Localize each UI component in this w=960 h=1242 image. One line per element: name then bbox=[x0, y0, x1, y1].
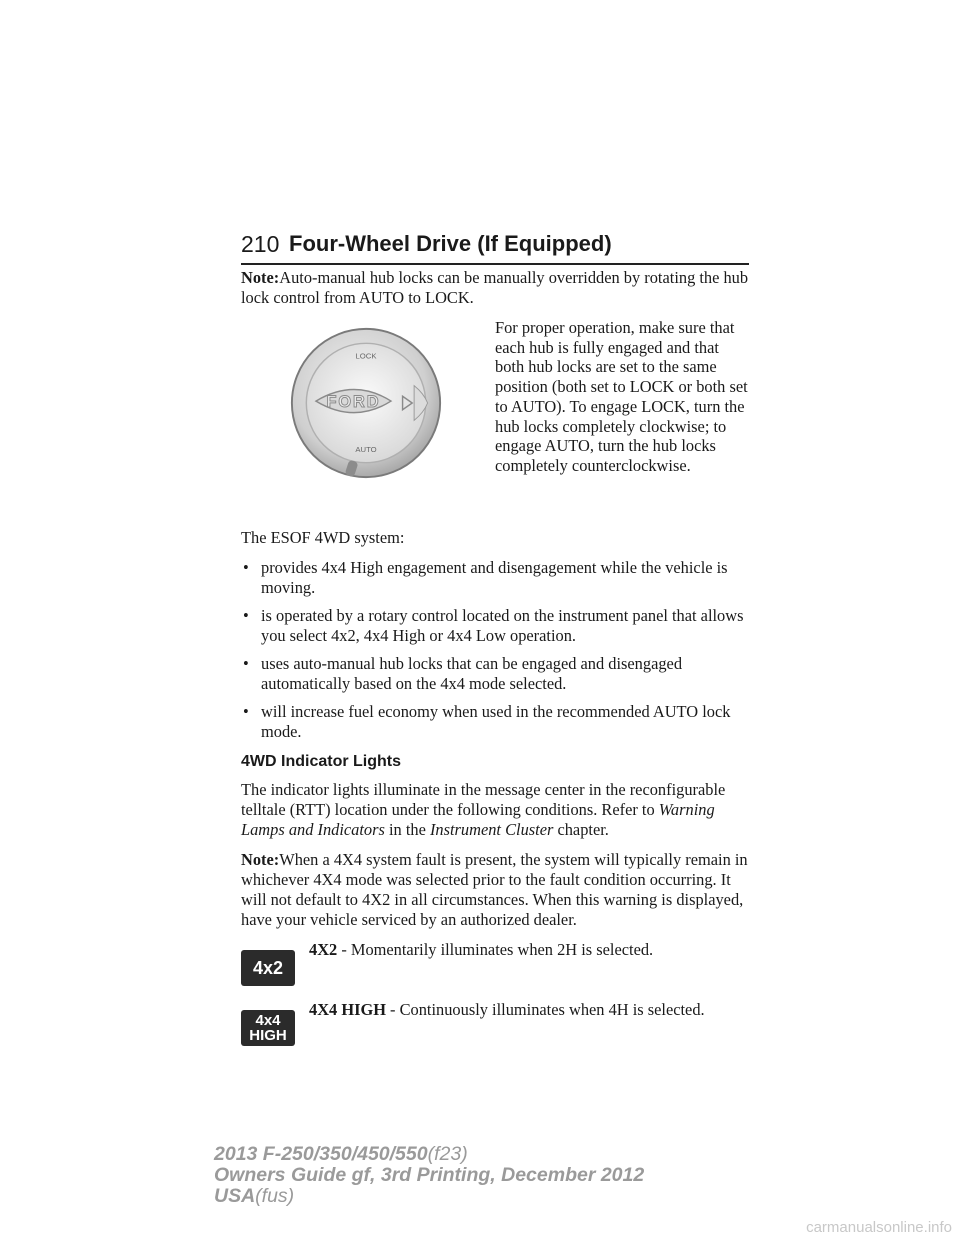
hub-lock-section bbox=[241, 318, 751, 518]
hub-lock-instructions: For proper operation, make sure that each hub is fully engaged and that both hub locks are set to the same position (both set to LOCK or both set to AUTO). To engage LOCK, turn the hub locks completely clockwise; to engage AUTO, turn the hub locks completely counterclockwise. bbox=[495, 318, 748, 475]
note-fault: Note:When a 4X4 system fault is present, the system will typically remain in whichever 4X4 mode was selected prior to the fault condition occurring. It will not default to 4X2 in all circumstances. When this warning is displayed, have your vehicle serviced by an authorized dealer. bbox=[241, 850, 748, 929]
note-hub-override: Note:Auto-manual hub locks can be manually overridden by rotating the hub lock control from AUTO to LOCK. bbox=[241, 268, 749, 307]
chapter-title: Four-Wheel Drive (If Equipped) bbox=[289, 231, 612, 256]
hub-auto-label: AUTO bbox=[355, 445, 377, 455]
4x2-indicator-icon: 4x2 bbox=[241, 950, 295, 986]
list-item: • uses auto-manual hub locks that can be engaged and disengaged automatically based on the 4x4 mode selected. bbox=[243, 654, 683, 693]
esof-intro: The ESOF 4WD system: bbox=[241, 528, 405, 547]
4x4-high-indicator-icon: 4x4 HIGH bbox=[241, 1010, 295, 1046]
footer-line-2: Owners Guide gf, 3rd Printing, December 2012 bbox=[214, 1164, 645, 1186]
hub-brand-text: FORD bbox=[326, 392, 381, 411]
list-item: • will increase fuel economy when used in the recommended AUTO lock mode. bbox=[243, 702, 731, 741]
watermark: carmanualsonline.info bbox=[806, 1219, 952, 1236]
list-item: • is operated by a rotary control located on the instrument panel that allows you select 4x2, 4x4 High or 4x4 Low operation. bbox=[243, 606, 744, 645]
esof-features-list bbox=[241, 558, 751, 742]
indicator-4x2-description: 4X2 - Momentarily illuminates when 2H is selected. bbox=[309, 940, 654, 959]
footer-line-1: 2013 F-250/350/450/550(f23) bbox=[214, 1143, 468, 1165]
page-footer bbox=[214, 1144, 644, 1207]
hub-lock-illustration bbox=[289, 326, 443, 480]
section-heading: 4WD Indicator Lights bbox=[241, 753, 401, 770]
page-number: 210 bbox=[241, 231, 280, 257]
page-header bbox=[241, 229, 749, 265]
hub-lock-label: LOCK bbox=[355, 351, 377, 361]
footer-line-3: USA(fus) bbox=[214, 1185, 295, 1207]
indicator-4x4-high-description: 4X4 HIGH - Continuously illuminates when 4H is selected. bbox=[309, 1000, 705, 1019]
indicator-4x4-high bbox=[241, 1000, 751, 1054]
indicator-intro: The indicator lights illuminate in the message center in the reconfigurable telltale (RTT) location under the following conditions. Refer to Warning Lamps and Indicators in the Instrument Cluster chapter. bbox=[241, 780, 726, 839]
list-item: • provides 4x4 High engagement and disengagement while the vehicle is moving. bbox=[243, 558, 728, 597]
page-content bbox=[241, 268, 751, 1060]
indicator-4x2 bbox=[241, 940, 751, 994]
